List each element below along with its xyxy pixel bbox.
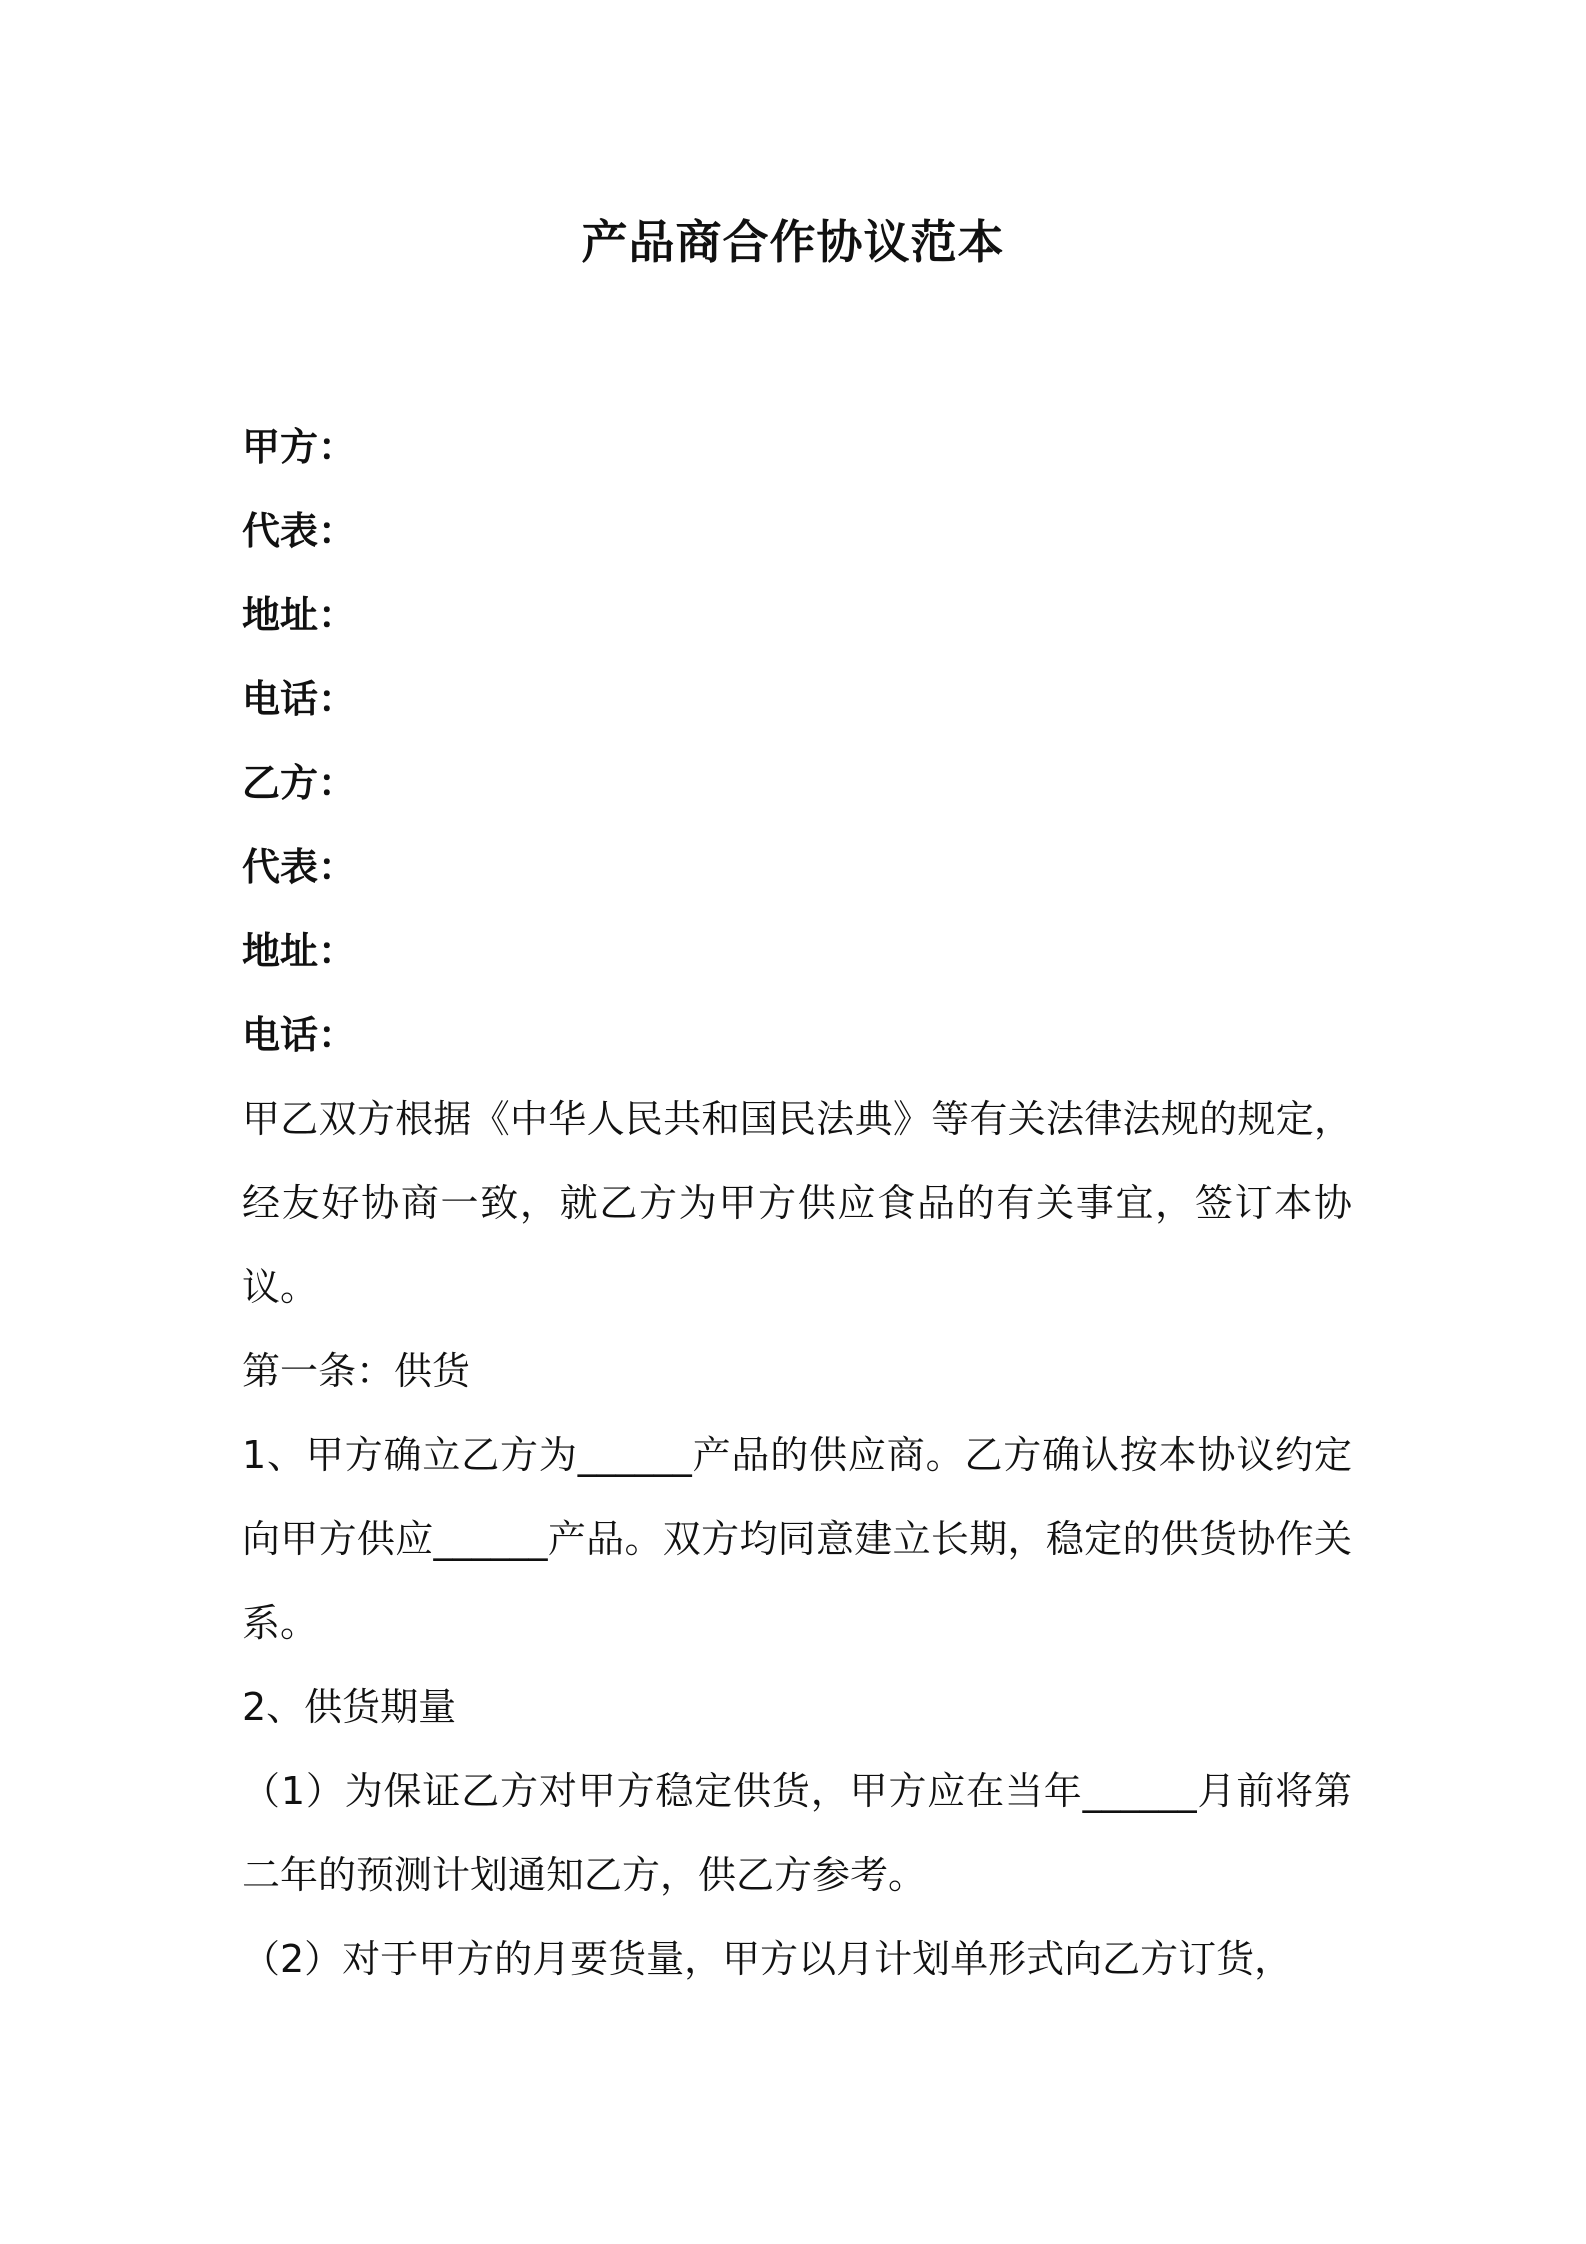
- article-1-clause-2-item-2: （2）对于甲方的月要货量，甲方以月计划单形式向乙方订货，: [242, 1937, 1293, 1981]
- party-a-address-field: [242, 573, 1352, 657]
- article-1-heading: 第一条：供货: [242, 1349, 471, 1393]
- party-b-representative-field: [242, 825, 1352, 909]
- party-a-representative-field: [242, 489, 1352, 573]
- party-a-field: [242, 405, 1352, 489]
- party-b-label: 乙方：: [242, 761, 357, 805]
- preamble-paragraph: 甲乙双方根据《中华人民共和国民法典》等有关法律法规的规定，经友好协商一致，就乙方为甲方供应食品的有关事宜，签订本协议。: [242, 1097, 1352, 1309]
- party-b-address-field: [242, 909, 1352, 993]
- party-b-field: [242, 741, 1352, 825]
- party-a-phone-field: [242, 657, 1352, 741]
- article-1-clause-1: 1、甲方确立乙方为______产品的供应商。乙方确认按本协议约定向甲方供应______产品。双方均同意建立长期，稳定的供货协作关系。: [242, 1433, 1352, 1645]
- party-b-phone-label: 电话：: [242, 1013, 357, 1057]
- party-b-address-label: 地址：: [242, 929, 357, 973]
- party-a-address-label: 地址：: [242, 593, 357, 637]
- party-b-phone-field: [242, 993, 1352, 1077]
- article-1-clause-2-heading: 2、供货期量: [242, 1685, 457, 1729]
- party-a-phone-label: 电话：: [242, 677, 357, 721]
- party-a-label: 甲方：: [242, 425, 357, 469]
- document-body: [242, 405, 1352, 2001]
- party-a-representative-label: 代表：: [242, 509, 357, 553]
- article-1-clause-2-item-1: （1）为保证乙方对甲方稳定供货，甲方应在当年______月前将第二年的预测计划通知乙方，供乙方参考。: [242, 1769, 1352, 1897]
- party-b-representative-label: 代表：: [242, 845, 357, 889]
- document-title: 产品商合作协议范本: [581, 215, 1005, 269]
